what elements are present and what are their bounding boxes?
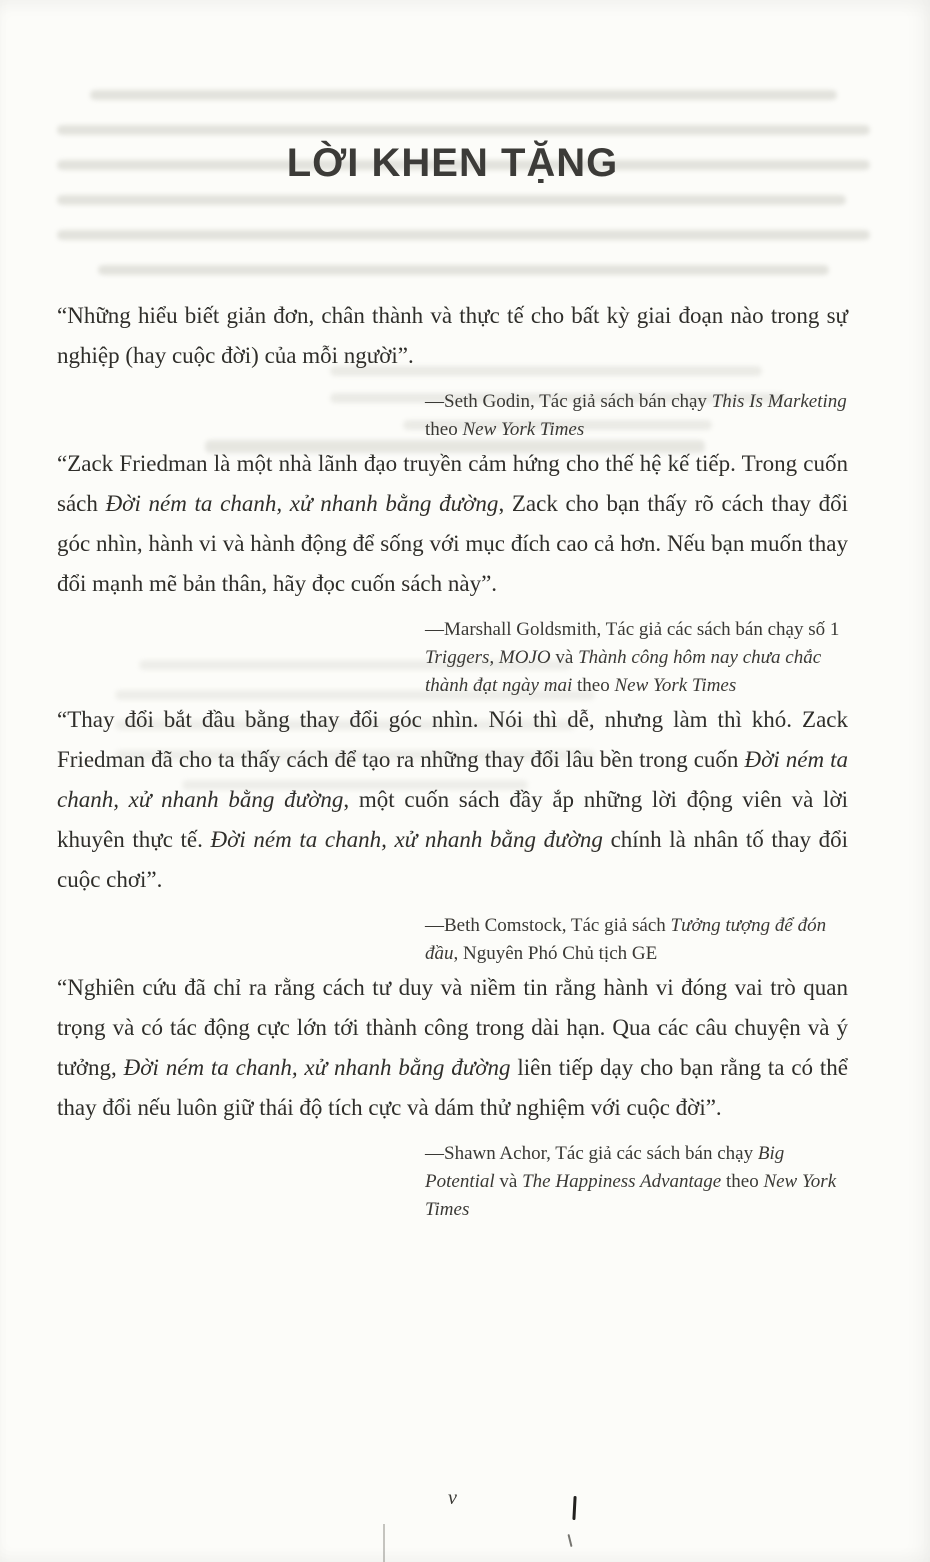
book-title: Đời ném ta chanh, xử nhanh bằng đường [210,827,603,852]
page-number: v [448,1487,457,1509]
book-title: Đời ném ta chanh, xử nhanh bằng đường [123,1055,511,1080]
attribution-segment: , Nguyên Phó Chủ tịch GE [453,943,658,964]
attribution-segment: theo [721,1171,764,1192]
quote-attribution [425,616,848,700]
quote-text-segment: liên tiếp dạy cho bạn rằng ta có thể thay đổi nếu luôn giữ thái độ tích cực và dám thử nghiệm với cuộc đời”. [57,1055,849,1120]
quote-attribution [425,1140,848,1224]
page-title: LỜI KHEN TẶNG [286,141,619,185]
quote-attribution [425,912,848,968]
quote-text [57,444,848,604]
attribution-segment: —Marshall Goldsmith, Tác giả các sách bán chạy số 1 [425,619,840,640]
publication-name: New York Times [614,675,737,696]
quote-text-segment: “Những hiểu biết giản đơn, chân thành và thực tế cho bất kỳ giai đoạn nào trong sự nghiệp (hay cuộc đời) của mỗi người”. [57,303,848,368]
quote-text [57,700,848,900]
attribution-segment: và [550,647,579,668]
publication-name: New York Times [425,1171,837,1220]
attribution-segment: theo [425,419,463,440]
attribution-segment: và [494,1171,523,1192]
quote-text [57,968,848,1128]
scan-artifact-line [383,1524,385,1562]
scan-artifact-mark [567,1534,572,1547]
attribution-segment: —Beth Comstock, Tác giả sách [425,915,671,936]
quote-block [57,968,848,1224]
book-title: Đời ném ta chanh, xử nhanh bằng đường [57,747,848,812]
quote-text-segment: “Thay đổi bắt đầu bằng thay đổi góc nhìn. Nói thì dễ, nhưng làm thì khó. Zack Friedman đã cho ta thấy cách để tạo ra những thay đổi lâu bền trong cuốn [57,707,848,772]
book-title: Thành công hôm nay chưa chắc thành đạt ngày mai [425,647,822,696]
quote-text-segment: , Zack cho bạn thấy rõ cách thay đổi góc nhìn, hành vi và hành động để sống với mục đích cao cả hơn. Nếu bạn muốn thay đổi mạnh mẽ bản thân, hãy đọc cuốn sách này”. [57,491,848,596]
book-title: This Is Marketing [711,391,847,412]
book-title: Đời ném ta chanh, xử nhanh bằng đường [105,491,499,516]
book-title: Big Potential [425,1143,785,1192]
attribution-segment: —Seth Godin, Tác giả sách bán chạy [425,391,712,412]
book-title: Tưởng tượng để đón đầu [425,915,827,964]
book-title: Triggers, MOJO [425,647,551,668]
quote-text-segment: chính là nhân tố thay đổi cuộc chơi”. [57,827,848,892]
quote-text-segment: “Zack Friedman là một nhà lãnh đạo truyền cảm hứng cho thế hệ kế tiếp. Trong cuốn sách [57,451,848,516]
quote-attribution [425,388,848,444]
attribution-segment: theo [572,675,615,696]
attribution-segment: —Shawn Achor, Tác giả các sách bán chạy [425,1143,758,1164]
publication-name: New York Times [462,419,585,440]
quote-block [57,444,848,700]
quote-text [57,296,848,376]
quote-text-segment: , một cuốn sách đầy ắp những lời động viên và lời khuyên thực tế. [57,787,848,852]
book-title: The Happiness Advantage [522,1171,722,1192]
quote-block [57,700,848,968]
quote-text-segment: “Nghiên cứu đã chỉ ra rằng cách tư duy và niềm tin rằng hành vi đóng vai trò quan trọng và có tác động cực lớn tới thành công trong dài hạn. Qua các câu chuyện và ý tưởng, [57,975,848,1080]
quote-block [57,296,848,444]
